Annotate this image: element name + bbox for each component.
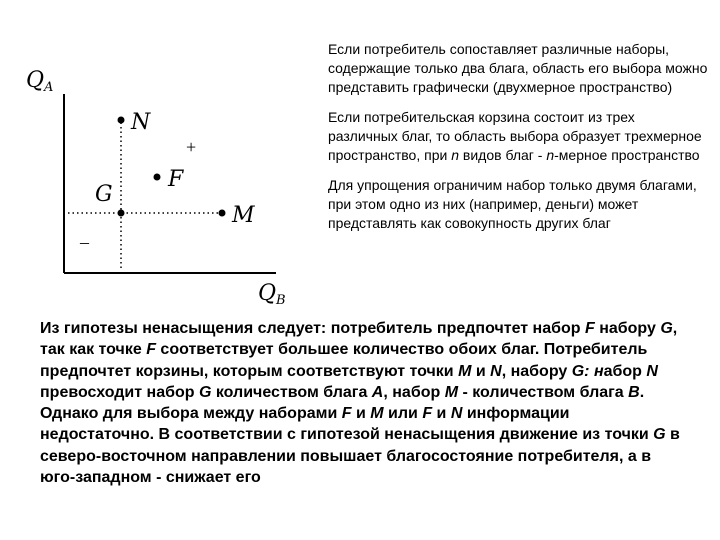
point-g-label: G bbox=[95, 182, 113, 207]
side-paragraph-1: Если потребитель сопоставляет различные наборы, содержащие только два блага, область его выбора можно представить графически (двухмерное пространство) bbox=[328, 41, 708, 95]
x-axis-label: QB bbox=[258, 281, 286, 308]
point-f bbox=[154, 174, 161, 181]
point-m bbox=[219, 210, 226, 217]
point-n bbox=[118, 117, 125, 124]
main-paragraph: Из гипотезы ненасыщения следует: потребитель предпочтет набор F набору G, так как точке F соответствует большее количество обоих благ. Потребитель предпочтет корзины, которым соответствуют точки M и N, набору G: набор N превосходит набор G количеством блага А, набор M - количеством блага В. Однако для выбора между наборами F и M или F и N информации недостаточно. В соответствии с гипотезой ненасыщения движение из точки G в северо-восточном направлении повышает благосостояние потребителя, а в юго-западном - снижает его bbox=[40, 320, 680, 487]
point-g bbox=[118, 210, 125, 217]
side-paragraph-2: Если потребительская корзина состоит из трех различных благ, то область выбора образует трехмерное пространство, при n видов благ - n-мерное пространство bbox=[328, 109, 702, 163]
side-text-block bbox=[328, 40, 708, 244]
y-axis-label: QA bbox=[26, 68, 54, 95]
point-n-label: N bbox=[131, 110, 151, 135]
side-paragraph-3: Для упрощения ограничим набор только двумя благами, при этом одно из них (например, деньги) может представлять как совокупность других благ bbox=[328, 177, 697, 231]
point-m-label: M bbox=[232, 203, 255, 228]
minus-sign: – bbox=[80, 232, 89, 252]
plus-sign: + bbox=[186, 137, 197, 157]
point-f-label: F bbox=[168, 167, 184, 192]
goods-space-diagram bbox=[0, 0, 320, 320]
